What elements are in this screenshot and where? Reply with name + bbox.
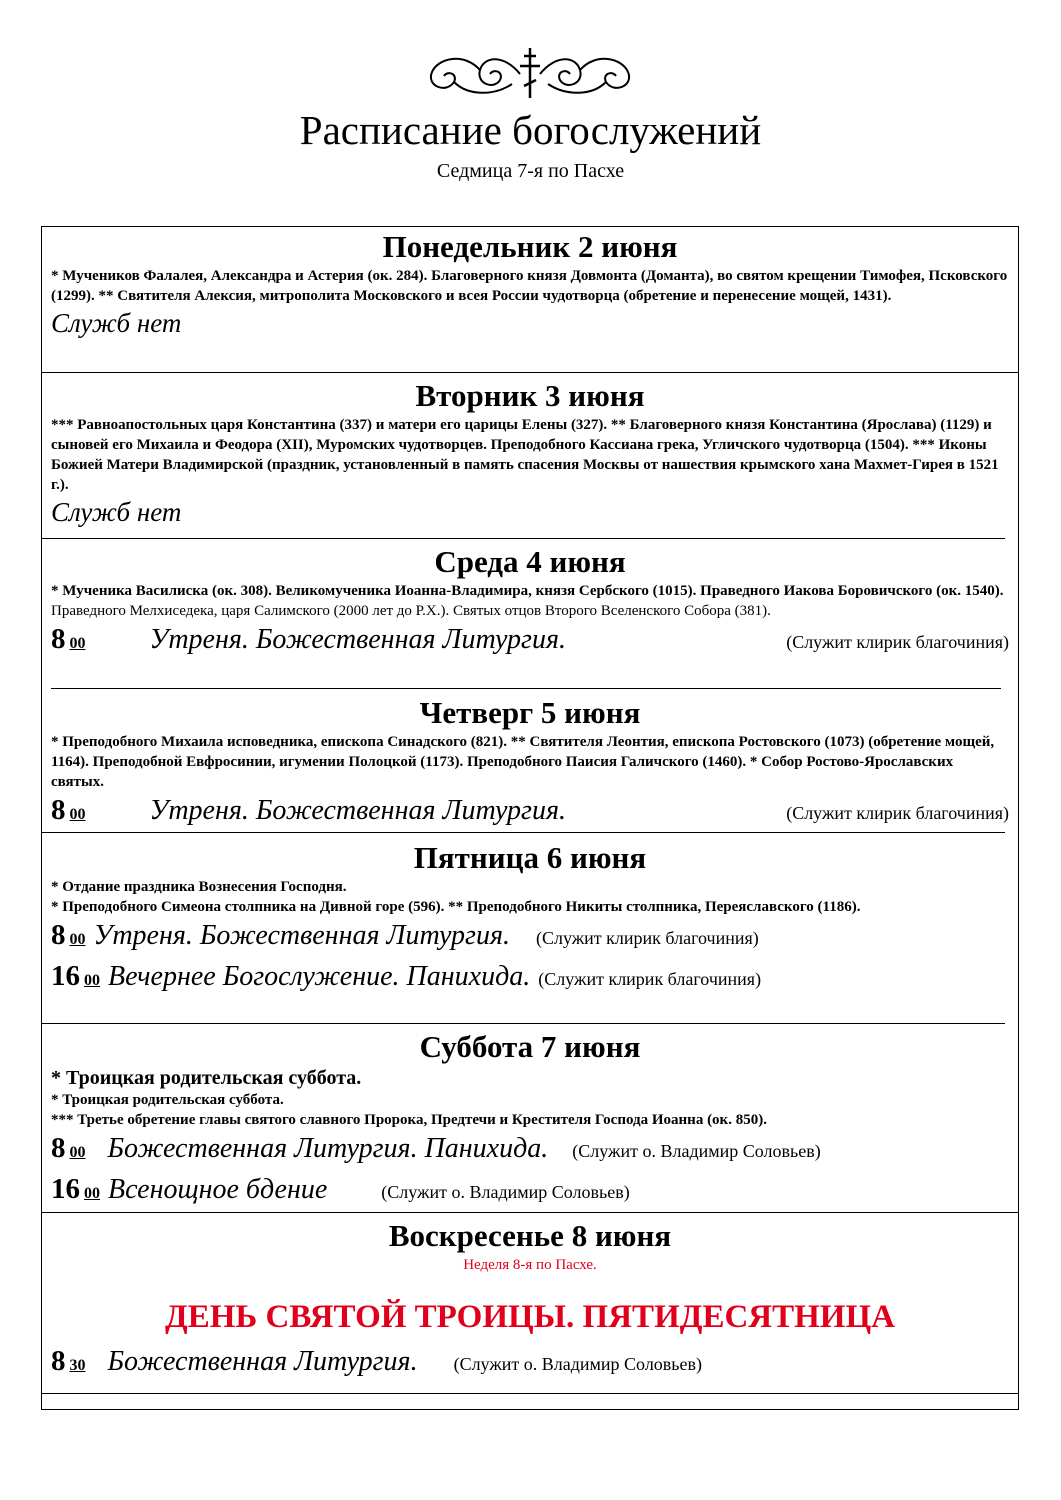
service-name: Утреня. Божественная Литургия. bbox=[93, 920, 510, 951]
service-minute: 30 bbox=[69, 1357, 86, 1374]
day-feasts: * Отдание праздника Вознесения Господня. bbox=[51, 879, 347, 895]
week-note: Неделя 8-я по Пасхе. bbox=[463, 1257, 597, 1273]
day-feasts-extra: *** Третье обретение главы святого славного Пророка, Предтечи и Крестителя Господа Иоанна (ок. 850). bbox=[51, 1112, 767, 1128]
day-feasts-extra: Праведного Мелхиседека, царя Салимского (2000 лет до Р.Х.). Святых отцов Второго Вселенского Собора (381). bbox=[51, 603, 771, 619]
service-officiant: (Служит о. Владимир Соловьев) bbox=[381, 1182, 630, 1202]
service-name: Вечернее Богослужение. Панихида. bbox=[108, 961, 531, 992]
service-row bbox=[51, 792, 1009, 833]
day-heading: Среда 4 июня bbox=[434, 544, 626, 579]
day-feasts: * Преподобного Михаила исповедника, епископа Синадского (821). ** Святителя Леонтия, епископа Ростовского (1073) (обретение мощей, 1164). Преподобной Евфросинии, игумении Полоцкой (1173). Преподобного Паисия Галичского (1460). * Собор Ростово-Ярославских святых. bbox=[51, 734, 995, 790]
service-name: Утреня. Божественная Литургия. bbox=[149, 795, 566, 826]
service-row bbox=[51, 1171, 1009, 1212]
day-heading: Воскресенье 8 июня bbox=[388, 1218, 672, 1253]
service-row bbox=[51, 621, 1009, 662]
day-feasts-extra: * Преподобного Симеона столпника на Дивной горе (596). ** Преподобного Никиты столпника, Переяславского (1186). bbox=[51, 899, 861, 915]
service-minute: 00 bbox=[84, 1185, 100, 1202]
day-feasts: * Мучеников Фалалея, Александра и Астерия (ок. 284). Благоверного князя Довмонта (Доманта), во святом крещении Тимофея, Псковского (1299). ** Святителя Алексия, митрополита Московского и всея России чудотворца (обретение и перенесение мощей, 1431). bbox=[51, 268, 1008, 304]
service-hour: 8 bbox=[51, 919, 66, 951]
service-hour: 8 bbox=[51, 1345, 66, 1377]
service-hour: 16 bbox=[51, 960, 80, 992]
service-name: Божественная Литургия. Панихида. bbox=[107, 1133, 549, 1164]
day-friday bbox=[41, 839, 1019, 999]
service-row bbox=[51, 917, 1009, 958]
day-thursday bbox=[41, 694, 1019, 833]
page-subtitle: Седмица 7-я по Пасхе bbox=[436, 160, 625, 182]
service-hour: 8 bbox=[51, 794, 66, 826]
service-hour: 16 bbox=[51, 1173, 80, 1205]
service-minute: 00 bbox=[69, 1144, 86, 1161]
service-minute: 00 bbox=[69, 635, 86, 652]
feast-title: ДЕНЬ СВЯТОЙ ТРОИЦЫ. ПЯТИДЕСЯТНИЦА bbox=[165, 1299, 895, 1335]
day-divider bbox=[41, 1212, 1019, 1213]
cross-ornament-icon bbox=[424, 44, 636, 102]
day-wednesday bbox=[41, 543, 1019, 662]
day-tuesday bbox=[41, 377, 1019, 529]
day-heading: Пятница 6 июня bbox=[413, 840, 647, 875]
day-heading: Понедельник 2 июня bbox=[382, 229, 678, 264]
day-heading: Четверг 5 июня bbox=[419, 695, 641, 730]
day-feasts: * Троицкая родительская суббота. bbox=[51, 1092, 284, 1108]
service-name: Утреня. Божественная Литургия. bbox=[149, 624, 566, 655]
service-name: Всенощное бдение bbox=[108, 1174, 328, 1205]
day-monday bbox=[41, 228, 1019, 340]
day-heading: Суббота 7 июня bbox=[419, 1029, 641, 1064]
service-minute: 00 bbox=[69, 931, 86, 948]
service-minute: 00 bbox=[84, 972, 100, 989]
service-officiant: (Служит о. Владимир Соловьев) bbox=[453, 1354, 702, 1374]
service-name: Божественная Литургия. bbox=[107, 1346, 418, 1377]
service-officiant: (Служит клирик благочиния) bbox=[786, 803, 1009, 823]
service-officiant: (Служит клирик благочиния) bbox=[786, 632, 1009, 652]
service-officiant: (Служит клирик благочиния) bbox=[538, 969, 762, 989]
day-saturday bbox=[41, 1028, 1019, 1212]
service-row bbox=[51, 1343, 1009, 1384]
no-services-text: Служб нет bbox=[51, 497, 182, 527]
day-heading: Вторник 3 июня bbox=[415, 378, 645, 413]
day-divider bbox=[41, 832, 1005, 833]
day-feasts: *** Равноапостольных царя Константина (337) и матери его царицы Елены (327). ** Благоверного князя Константина (Ярослава) (1129) и сыновей его Михаила и Феодора (XII), Муромских чудотворцев. Преподобного Кассиана грека, Угличского чудотворца (1504). *** Иконы Божией Матери Владимирской (праздник, установленный в память спасения Москвы от нашествия крымского хана Махмет-Гирея в 1521 г.). bbox=[51, 417, 999, 493]
service-officiant: (Служит о. Владимир Соловьев) bbox=[572, 1141, 821, 1161]
page-title: Расписание богослужений bbox=[299, 107, 762, 153]
day-sunday bbox=[41, 1217, 1019, 1384]
day-feasts: * Мученика Василиска (ок. 308). Великомученика Иоанна-Владимира, князя Сербского (1015). Праведного Иакова Боровичского (ок. 1540). bbox=[51, 583, 1004, 599]
day-divider bbox=[41, 538, 1005, 539]
service-row bbox=[51, 958, 1009, 999]
day-divider bbox=[51, 688, 1001, 689]
service-minute: 00 bbox=[69, 806, 86, 823]
no-services-text: Служб нет bbox=[51, 308, 182, 338]
day-feast-main: * Троицкая родительская суббота. bbox=[51, 1067, 362, 1089]
service-hour: 8 bbox=[51, 623, 66, 655]
service-officiant: (Служит клирик благочиния) bbox=[535, 928, 759, 948]
service-row bbox=[51, 1130, 1009, 1171]
service-hour: 8 bbox=[51, 1132, 66, 1164]
day-divider bbox=[41, 1393, 1019, 1394]
day-divider bbox=[41, 372, 1019, 373]
day-divider bbox=[41, 1023, 1005, 1024]
